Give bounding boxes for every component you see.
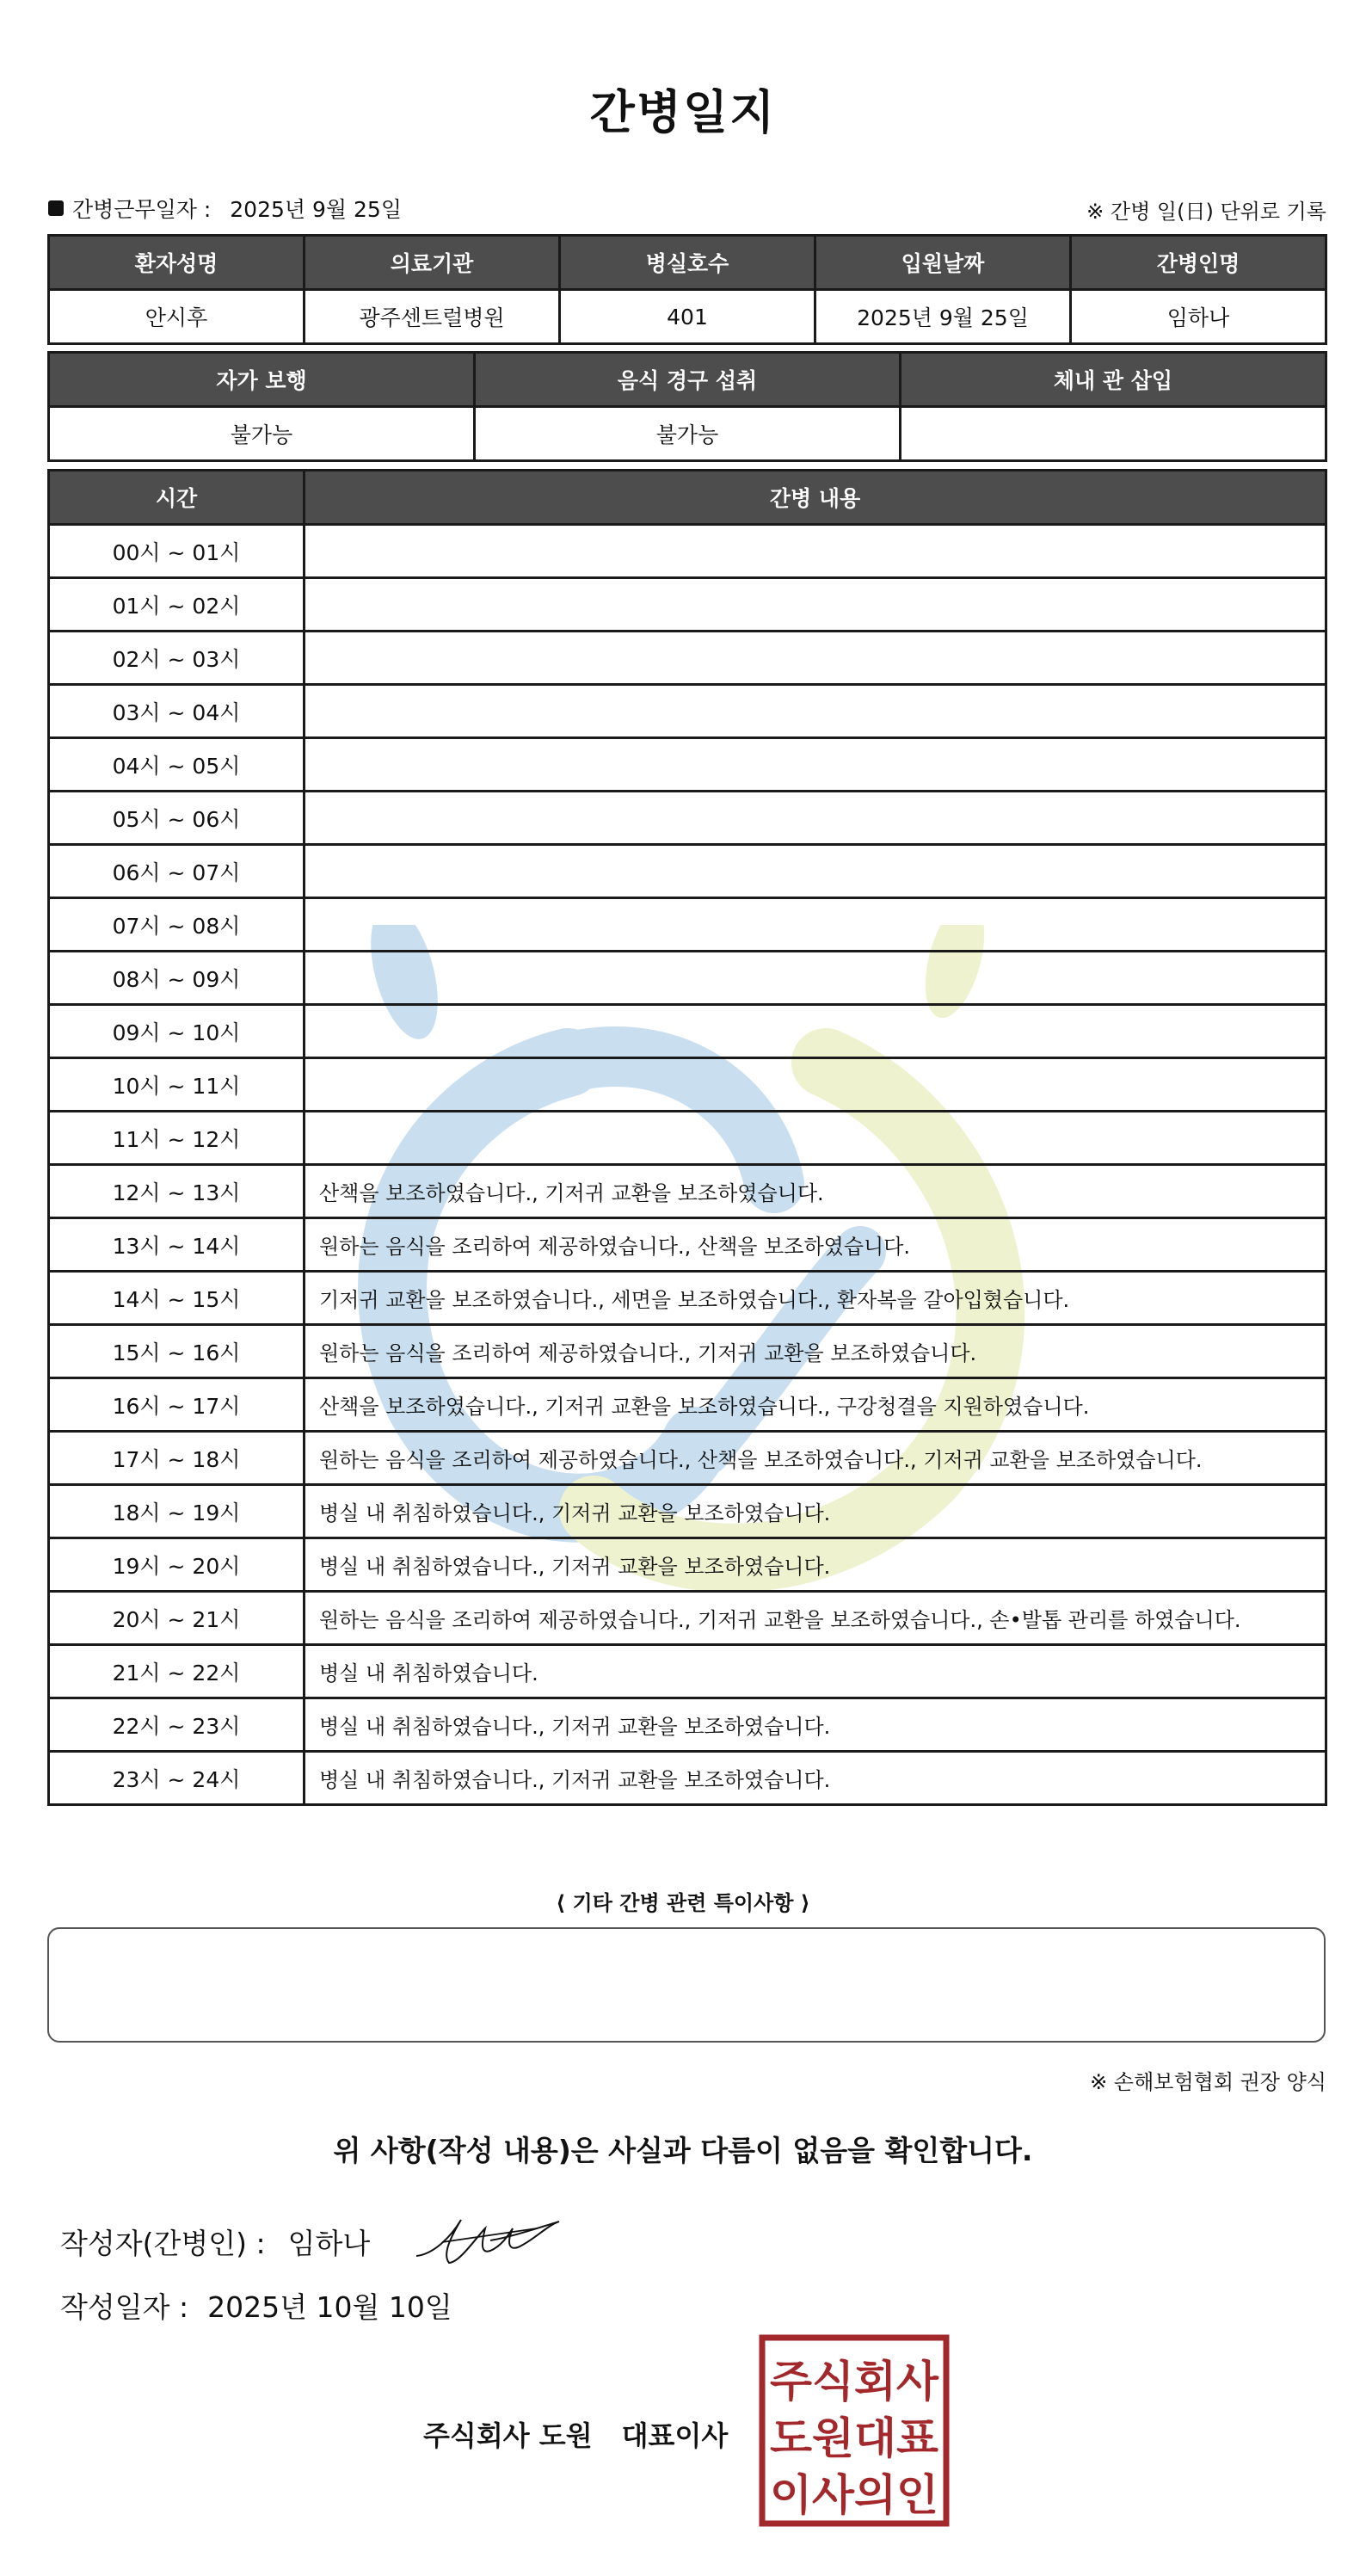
table-row <box>49 290 1326 344</box>
table-row <box>49 845 1326 898</box>
special-notes-box <box>47 1927 1326 2043</box>
signature <box>408 2203 571 2271</box>
time-slot: 23시 ~ 24시 <box>49 1752 305 1805</box>
table-row <box>49 738 1326 792</box>
header-cell: 자가 보행 <box>49 353 475 407</box>
table-row <box>49 1752 1326 1805</box>
care-content: 산책을 보조하였습니다., 기저귀 교환을 보조하였습니다. <box>305 1165 1326 1218</box>
table-header-row <box>49 353 1326 407</box>
table-row <box>49 1698 1326 1752</box>
time-slot: 16시 ~ 17시 <box>49 1378 305 1432</box>
company-line <box>423 2414 728 2454</box>
time-slot: 05시 ~ 06시 <box>49 792 305 845</box>
care-content <box>305 738 1326 792</box>
table-row <box>49 1538 1326 1592</box>
care-content <box>305 845 1326 898</box>
oral-intake-value: 불가능 <box>475 407 901 461</box>
table-header-row <box>49 236 1326 290</box>
table-row <box>49 1005 1326 1058</box>
work-date-label: 간병근무일자 : <box>72 197 212 222</box>
care-content: 원하는 음식을 조리하여 제공하였습니다., 기저귀 교환을 보조하였습니다., 손•발톱 관리를 하였습니다. <box>305 1592 1326 1645</box>
care-content <box>305 525 1326 578</box>
admission-date: 2025년 9월 25일 <box>815 290 1071 344</box>
special-notes-title: ⟨ 기타 간병 관련 특이사항 ⟩ <box>556 1891 810 1915</box>
header-cell: 체내 관 삽입 <box>901 353 1326 407</box>
table-row <box>49 632 1326 685</box>
patient-name: 안시후 <box>49 290 305 344</box>
time-slot: 11시 ~ 12시 <box>49 1112 305 1165</box>
table-row <box>49 407 1326 461</box>
table-header-row <box>49 471 1326 525</box>
table-row <box>49 898 1326 952</box>
care-content: 병실 내 취침하였습니다., 기저귀 교환을 보조하였습니다. <box>305 1538 1326 1592</box>
time-slot: 19시 ~ 20시 <box>49 1538 305 1592</box>
recommendation-note: ※ 손해보험협회 권장 양식 <box>1090 2070 1326 2094</box>
writer-line <box>60 2222 370 2262</box>
tube-insertion-value <box>901 407 1326 461</box>
table-row <box>49 1058 1326 1112</box>
table-row <box>49 1592 1326 1645</box>
time-slot: 20시 ~ 21시 <box>49 1592 305 1645</box>
care-content: 원하는 음식을 조리하여 제공하였습니다., 기저귀 교환을 보조하였습니다. <box>305 1325 1326 1378</box>
care-content <box>305 1058 1326 1112</box>
table-row <box>49 1485 1326 1538</box>
time-slot: 07시 ~ 08시 <box>49 898 305 952</box>
caregiver-name: 임하나 <box>1071 290 1326 344</box>
company-name: 주식회사 도원 <box>423 2419 593 2452</box>
care-content <box>305 792 1326 845</box>
header-cell: 환자성명 <box>49 236 305 290</box>
confirmation-statement: 위 사항(작성 내용)은 사실과 다름이 없음을 확인합니다. <box>333 2134 1033 2167</box>
care-content: 원하는 음식을 조리하여 제공하였습니다., 산책을 보조하였습니다., 기저귀 교환을 보조하였습니다. <box>305 1432 1326 1485</box>
care-content: 기저귀 교환을 보조하였습니다., 세면을 보조하였습니다., 환자복을 갈아입혔습니다. <box>305 1272 1326 1325</box>
self-walking-value: 불가능 <box>49 407 475 461</box>
patient-info-table <box>47 234 1327 345</box>
header-cell: 의료기관 <box>305 236 560 290</box>
table-row <box>49 1112 1326 1165</box>
written-date-label: 작성일자 : <box>60 2290 189 2324</box>
table-row <box>49 1378 1326 1432</box>
table-row <box>49 1325 1326 1378</box>
table-row <box>49 525 1326 578</box>
header-cell: 음식 경구 섭취 <box>475 353 901 407</box>
table-row <box>49 1272 1326 1325</box>
care-content: 산책을 보조하였습니다., 기저귀 교환을 보조하였습니다., 구강청결을 지원하였습니다. <box>305 1378 1326 1432</box>
table-row <box>49 1432 1326 1485</box>
time-slot: 15시 ~ 16시 <box>49 1325 305 1378</box>
time-slot: 04시 ~ 05시 <box>49 738 305 792</box>
time-slot: 22시 ~ 23시 <box>49 1698 305 1752</box>
header-cell: 간병 내용 <box>305 471 1326 525</box>
header-cell: 시간 <box>49 471 305 525</box>
writer-label: 작성자(간병인) : <box>60 2227 266 2260</box>
written-date-line <box>60 2285 452 2326</box>
care-content <box>305 898 1326 952</box>
company-representative: 대표이사 <box>621 2419 729 2452</box>
table-row <box>49 952 1326 1005</box>
patient-status-table <box>47 351 1327 462</box>
table-row <box>49 1218 1326 1272</box>
time-slot: 08시 ~ 09시 <box>49 952 305 1005</box>
room-number: 401 <box>560 290 815 344</box>
care-content <box>305 685 1326 738</box>
time-slot: 02시 ~ 03시 <box>49 632 305 685</box>
time-slot: 01시 ~ 02시 <box>49 578 305 632</box>
time-slot: 18시 ~ 19시 <box>49 1485 305 1538</box>
work-date-value: 2025년 9월 25일 <box>230 197 402 222</box>
seal-line-1: 주식회사 <box>770 2357 939 2407</box>
square-bullet-icon <box>48 200 64 216</box>
time-slot: 14시 ~ 15시 <box>49 1272 305 1325</box>
header-cell: 입원날짜 <box>815 236 1071 290</box>
company-seal-stamp <box>759 2334 950 2527</box>
table-row <box>49 1165 1326 1218</box>
seal-line-2: 도원대표 <box>770 2413 939 2463</box>
time-slot: 06시 ~ 07시 <box>49 845 305 898</box>
care-content: 병실 내 취침하였습니다., 기저귀 교환을 보조하였습니다. <box>305 1698 1326 1752</box>
time-slot: 21시 ~ 22시 <box>49 1645 305 1698</box>
seal-line-3: 이사의인 <box>770 2470 938 2520</box>
table-row <box>49 1645 1326 1698</box>
time-slot: 12시 ~ 13시 <box>49 1165 305 1218</box>
hospital-name: 광주센트럴병원 <box>305 290 560 344</box>
time-slot: 17시 ~ 18시 <box>49 1432 305 1485</box>
care-content <box>305 1112 1326 1165</box>
care-log-table <box>47 469 1327 1806</box>
care-content: 병실 내 취침하였습니다. <box>305 1645 1326 1698</box>
table-row <box>49 685 1326 738</box>
care-content: 병실 내 취침하였습니다., 기저귀 교환을 보조하였습니다. <box>305 1752 1326 1805</box>
writer-name: 임하나 <box>287 2227 371 2260</box>
care-content <box>305 632 1326 685</box>
header-cell: 병실호수 <box>560 236 815 290</box>
care-content <box>305 952 1326 1005</box>
header-cell: 간병인명 <box>1071 236 1326 290</box>
time-slot: 00시 ~ 01시 <box>49 525 305 578</box>
table-row <box>49 578 1326 632</box>
care-content <box>305 578 1326 632</box>
care-log-body <box>49 525 1326 1805</box>
time-slot: 10시 ~ 11시 <box>49 1058 305 1112</box>
time-slot: 09시 ~ 10시 <box>49 1005 305 1058</box>
table-row <box>49 792 1326 845</box>
time-slot: 03시 ~ 04시 <box>49 685 305 738</box>
document-title: 간병일지 <box>589 85 777 139</box>
care-content: 원하는 음식을 조리하여 제공하였습니다., 산책을 보조하였습니다. <box>305 1218 1326 1272</box>
care-content: 병실 내 취침하였습니다., 기저귀 교환을 보조하였습니다. <box>305 1485 1326 1538</box>
written-date-value: 2025년 10월 10일 <box>207 2290 452 2324</box>
unit-note: ※ 간병 일(日) 단위로 기록 <box>1086 200 1326 224</box>
care-content <box>305 1005 1326 1058</box>
time-slot: 13시 ~ 14시 <box>49 1218 305 1272</box>
work-date <box>48 193 402 224</box>
